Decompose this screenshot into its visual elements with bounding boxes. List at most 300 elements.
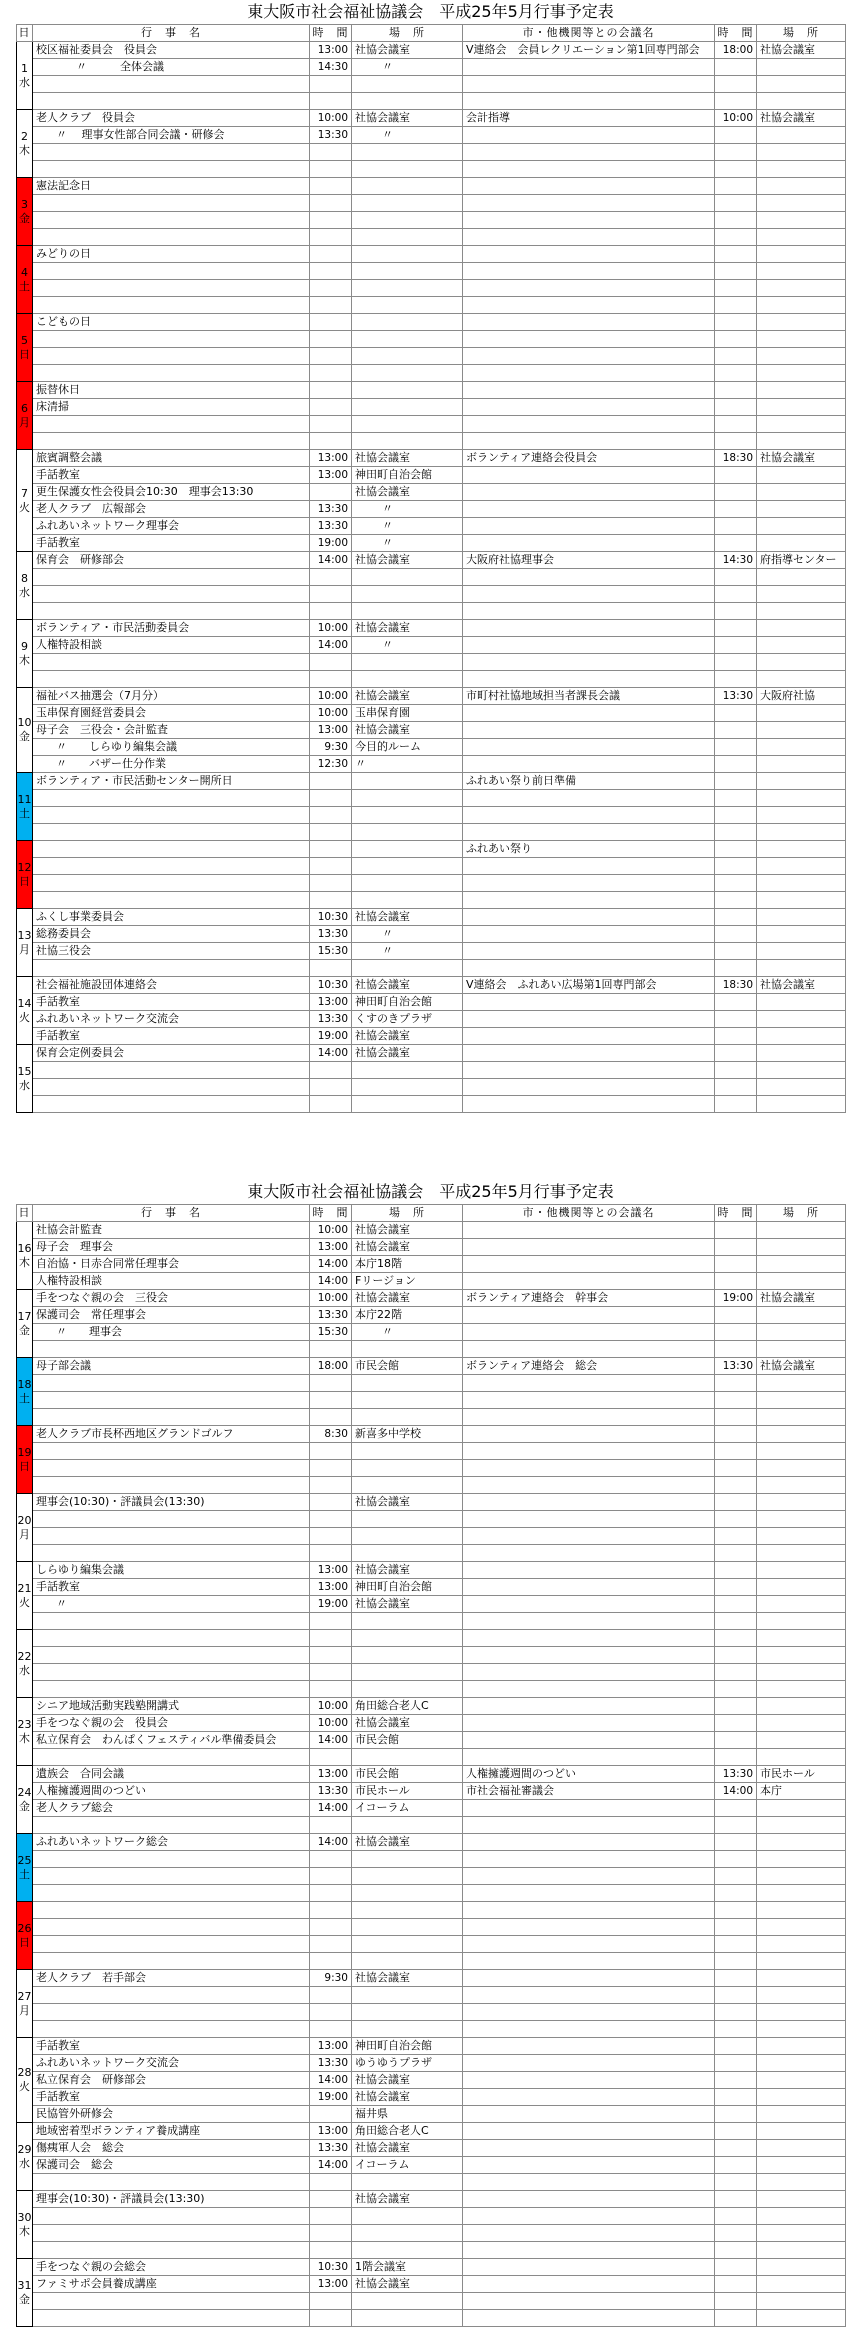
external-meeting: [463, 773, 715, 790]
event-place-text: 社協会議室: [355, 910, 410, 923]
event-place: [352, 433, 463, 450]
external-meeting: [463, 1647, 715, 1664]
day-cell: [17, 2191, 33, 2259]
meeting-time: [715, 1885, 757, 1902]
event-name-text: 更生保護女性会役員会10:30 理事会13:30: [36, 485, 254, 498]
day-of-week: 火: [19, 500, 30, 514]
table-row: [17, 1647, 846, 1664]
table-row: [17, 2208, 846, 2225]
event-time: [310, 552, 352, 569]
meeting-place: [757, 722, 846, 739]
event-place-text: 〃: [382, 1325, 393, 1338]
event-place-text: くすのきプラザ: [355, 1012, 432, 1025]
event-place: [352, 875, 463, 892]
table-row: [17, 1630, 846, 1647]
table-row: [17, 2157, 846, 2174]
event-name: [33, 484, 310, 501]
meeting-time: [715, 1011, 757, 1028]
meeting-place: [757, 2140, 846, 2157]
meeting-place-text: 本庁: [760, 1784, 782, 1797]
event-place-text: 社協会議室: [355, 1240, 410, 1253]
meeting-time: [715, 1375, 757, 1392]
table-row: [17, 2174, 846, 2191]
event-place: [352, 229, 463, 246]
external-meeting: [463, 1511, 715, 1528]
event-time-text: 13:00: [317, 469, 348, 481]
external-meeting: [463, 263, 715, 280]
event-time: [310, 1919, 352, 1936]
external-meeting: [463, 569, 715, 586]
day-of-week: 土: [19, 1391, 30, 1405]
event-time: [310, 331, 352, 348]
event-name: [33, 2123, 310, 2140]
event-time: [310, 1698, 352, 1715]
meeting-place: [757, 2242, 846, 2259]
meeting-place: [757, 1239, 846, 1256]
event-name: [33, 331, 310, 348]
event-place: [352, 1494, 463, 1511]
meeting-time: [715, 1426, 757, 1443]
external-meeting-text: 会計指導: [466, 111, 510, 124]
event-name: [33, 1970, 310, 1987]
external-meeting-text: 大阪府社協理事会: [466, 553, 554, 566]
external-meeting: [463, 535, 715, 552]
event-time: [310, 212, 352, 229]
event-name-text: 福祉バス抽選会（7月分）: [36, 689, 164, 702]
event-name: [33, 739, 310, 756]
event-place: [352, 1460, 463, 1477]
external-meeting: [463, 824, 715, 841]
header-place: 場 所: [352, 1205, 463, 1222]
meeting-place: [757, 1834, 846, 1851]
event-time: [310, 178, 352, 195]
event-time: [310, 399, 352, 416]
event-time: [310, 42, 352, 59]
external-meeting: [463, 620, 715, 637]
meeting-time: [715, 2225, 757, 2242]
meeting-time: [715, 297, 757, 314]
event-time: [310, 654, 352, 671]
event-name: [33, 127, 310, 144]
meeting-place: [757, 1851, 846, 1868]
external-meeting: [463, 1749, 715, 1766]
meeting-time-text: 18:30: [722, 452, 753, 464]
event-place: [352, 416, 463, 433]
event-place: [352, 314, 463, 331]
table-row: [17, 212, 846, 229]
event-time: [310, 535, 352, 552]
event-place-text: 市民ホール: [355, 1784, 410, 1797]
event-time: [310, 1681, 352, 1698]
external-meeting: [463, 1953, 715, 1970]
day-cell: [17, 1698, 33, 1766]
event-place: [352, 909, 463, 926]
external-meeting-text: 市町村社協地域担当者課長会議: [466, 689, 620, 702]
event-place-text: 社協会議室: [355, 451, 410, 464]
event-time-text: 13:30: [317, 928, 348, 940]
meeting-time: [715, 1715, 757, 1732]
meeting-time-text: 14:30: [722, 554, 753, 566]
meeting-place: [757, 1800, 846, 1817]
event-time-text: 9:30: [324, 741, 348, 753]
event-time: [310, 1045, 352, 1062]
day-number: 30: [17, 2210, 32, 2224]
day-cell: [17, 1290, 33, 1358]
external-meeting: [463, 1596, 715, 1613]
event-place: [352, 1596, 463, 1613]
day-number: 15: [17, 1064, 32, 1078]
external-meeting: [463, 1970, 715, 1987]
day-cell: [17, 552, 33, 620]
event-time-text: 12:30: [317, 758, 348, 770]
meeting-place: [757, 2038, 846, 2055]
day-of-week: 水: [19, 2156, 30, 2170]
table-row: [17, 2038, 846, 2055]
event-name: [33, 59, 310, 76]
meeting-place: [757, 841, 846, 858]
event-time: [310, 501, 352, 518]
event-name-text: 振替休日: [36, 383, 80, 396]
event-time: [310, 1596, 352, 1613]
day-cell: [17, 42, 33, 110]
table-row: [17, 1409, 846, 1426]
event-time: [310, 1664, 352, 1681]
table-row: [17, 280, 846, 297]
meeting-place: [757, 331, 846, 348]
external-meeting: [463, 484, 715, 501]
event-time-text: 13:30: [317, 1785, 348, 1797]
meeting-time: [715, 1902, 757, 1919]
event-name: [33, 2225, 310, 2242]
event-place: [352, 1953, 463, 1970]
event-name: [33, 2259, 310, 2276]
table-row: [17, 1868, 846, 1885]
table-row: [17, 977, 846, 994]
event-time: [310, 1443, 352, 1460]
meeting-place: [757, 1970, 846, 1987]
event-time-text: 14:00: [317, 1734, 348, 1746]
event-place: [352, 790, 463, 807]
external-meeting: [463, 2191, 715, 2208]
event-name: [33, 1290, 310, 1307]
meeting-place: [757, 2055, 846, 2072]
external-meeting: [463, 365, 715, 382]
event-time-text: 14:00: [317, 1275, 348, 1287]
external-meeting: [463, 1664, 715, 1681]
meeting-time: [715, 892, 757, 909]
external-meeting: [463, 2123, 715, 2140]
event-place-text: 〃: [355, 757, 366, 770]
event-time: [310, 1358, 352, 1375]
event-name-text: 〃 しらゆり編集会議: [56, 740, 177, 753]
table-row: [17, 790, 846, 807]
event-name: [33, 2174, 310, 2191]
event-place: [352, 1222, 463, 1239]
table-row: [17, 1443, 846, 1460]
meeting-place: [757, 1273, 846, 1290]
day-of-week: 火: [19, 2080, 30, 2093]
table-row: [17, 2242, 846, 2259]
external-meeting: [463, 2242, 715, 2259]
external-meeting: [463, 297, 715, 314]
event-name: [33, 807, 310, 824]
day-number: 3: [21, 197, 28, 211]
day-cell: [17, 382, 33, 450]
event-time: [310, 569, 352, 586]
event-name: [33, 1028, 310, 1045]
external-meeting: [463, 1630, 715, 1647]
meeting-place: [757, 654, 846, 671]
meeting-place: [757, 1817, 846, 1834]
event-name: [33, 1045, 310, 1062]
event-place: [352, 2140, 463, 2157]
event-place: [352, 280, 463, 297]
event-place: [352, 739, 463, 756]
meeting-place: [757, 1715, 846, 1732]
meeting-time: [715, 552, 757, 569]
event-name-text: 手をつなぐ親の会総会: [36, 2260, 146, 2273]
event-place-text: ゆうゆうプラザ: [355, 2056, 432, 2069]
event-name: [33, 212, 310, 229]
meeting-time: [715, 1817, 757, 1834]
event-place-text: 社協会議室: [355, 1563, 410, 1576]
table-row: [17, 1096, 846, 1113]
day-cell: [17, 110, 33, 178]
event-time: [310, 2123, 352, 2140]
event-name: [33, 1902, 310, 1919]
event-time: [310, 2038, 352, 2055]
meeting-time: [715, 535, 757, 552]
event-time: [310, 263, 352, 280]
meeting-time: [715, 1358, 757, 1375]
meeting-place: [757, 263, 846, 280]
meeting-place: [757, 433, 846, 450]
table-row: [17, 1062, 846, 1079]
table-row: [17, 552, 846, 569]
meeting-time: [715, 1028, 757, 1045]
table-row: [17, 1698, 846, 1715]
event-time: [310, 1079, 352, 1096]
event-time: [310, 1409, 352, 1426]
table-row: [17, 909, 846, 926]
day-cell: [17, 2123, 33, 2191]
table-row: [17, 1783, 846, 1800]
external-meeting: [463, 1477, 715, 1494]
meeting-place: [757, 144, 846, 161]
event-time-text: 13:30: [317, 503, 348, 515]
meeting-place: [757, 212, 846, 229]
event-time-text: 14:00: [317, 1258, 348, 1270]
table-row: [17, 586, 846, 603]
event-name: [33, 926, 310, 943]
event-place: [352, 1324, 463, 1341]
meeting-place: [757, 1477, 846, 1494]
external-meeting: [463, 59, 715, 76]
day-number: 12: [17, 860, 32, 874]
event-time: [310, 59, 352, 76]
meeting-time: [715, 722, 757, 739]
meeting-time: [715, 1096, 757, 1113]
meeting-time-text: 13:30: [722, 1768, 753, 1780]
event-name: [33, 1579, 310, 1596]
meeting-place: [757, 297, 846, 314]
event-time: [310, 773, 352, 790]
external-meeting: [463, 1239, 715, 1256]
event-name-text: 憲法記念日: [36, 179, 91, 192]
table-row: [17, 1273, 846, 1290]
meeting-place: [757, 178, 846, 195]
table-row: [17, 416, 846, 433]
meeting-place: [757, 2157, 846, 2174]
event-time: [310, 790, 352, 807]
event-time: [310, 756, 352, 773]
meeting-place: [757, 1409, 846, 1426]
meeting-time: [715, 178, 757, 195]
event-time-text: 10:30: [317, 979, 348, 991]
day-cell: [17, 620, 33, 688]
day-cell: [17, 773, 33, 841]
meeting-time: [715, 1477, 757, 1494]
event-place: [352, 1698, 463, 1715]
event-place: [352, 535, 463, 552]
meeting-place: [757, 2208, 846, 2225]
event-name-text: 手話教室: [36, 536, 80, 549]
table-row: [17, 637, 846, 654]
table-row: [17, 1664, 846, 1681]
meeting-time-text: 13:30: [722, 1360, 753, 1372]
meeting-time: [715, 450, 757, 467]
event-time: [310, 875, 352, 892]
event-name: [33, 433, 310, 450]
meeting-place: [757, 705, 846, 722]
day-cell: [17, 1494, 33, 1562]
meeting-time: [715, 807, 757, 824]
event-time: [310, 2208, 352, 2225]
event-name-text: 傷痍軍人会 総会: [36, 2141, 124, 2154]
meeting-time: [715, 1528, 757, 1545]
external-meeting: [463, 841, 715, 858]
meeting-place: [757, 1783, 846, 1800]
event-place: [352, 1477, 463, 1494]
table-row: [17, 195, 846, 212]
event-name-text: 自治協・日赤合同常任理事会: [36, 1257, 179, 1270]
external-meeting: [463, 246, 715, 263]
meeting-place: [757, 807, 846, 824]
event-name: [33, 756, 310, 773]
meeting-time: [715, 1919, 757, 1936]
table-row: [17, 1800, 846, 1817]
table-row: [17, 739, 846, 756]
event-time: [310, 2174, 352, 2191]
event-time: [310, 841, 352, 858]
meeting-place: [757, 1011, 846, 1028]
external-meeting: [463, 2293, 715, 2310]
event-time-text: 15:30: [317, 945, 348, 957]
meeting-time: [715, 1079, 757, 1096]
day-of-week: 水: [19, 1078, 30, 1092]
external-meeting: [463, 1817, 715, 1834]
table-row: [17, 331, 846, 348]
external-meeting: [463, 110, 715, 127]
event-place: [352, 637, 463, 654]
meeting-time: [715, 2208, 757, 2225]
event-name: [33, 195, 310, 212]
meeting-place: [757, 569, 846, 586]
external-meeting: [463, 2225, 715, 2242]
event-time: [310, 127, 352, 144]
external-meeting: [463, 2106, 715, 2123]
event-place-text: 本庁18階: [355, 1257, 402, 1270]
event-place: [352, 2225, 463, 2242]
event-time: [310, 314, 352, 331]
event-name: [33, 1613, 310, 1630]
meeting-time: [715, 2123, 757, 2140]
event-name: [33, 620, 310, 637]
table-row: [17, 620, 846, 637]
meeting-place: [757, 1664, 846, 1681]
event-name-text: こどもの日: [36, 315, 91, 328]
day-of-week: 金: [19, 730, 30, 743]
event-name: [33, 1460, 310, 1477]
event-name-text: 母子部会議: [36, 1359, 91, 1372]
table-row: [17, 2310, 846, 2327]
event-name-text: 手話教室: [36, 2090, 80, 2103]
event-name: [33, 2021, 310, 2038]
table-row: [17, 603, 846, 620]
header-row: [17, 1205, 846, 1222]
meeting-place: [757, 93, 846, 110]
event-name: [33, 1715, 310, 1732]
day-number: 18: [17, 1377, 32, 1391]
event-name-text: ふれあいネットワーク交流会: [36, 1012, 179, 1025]
event-name: [33, 1079, 310, 1096]
event-time-text: 13:30: [317, 2057, 348, 2069]
meeting-place: [757, 1307, 846, 1324]
meeting-place: [757, 2276, 846, 2293]
external-meeting: [463, 1919, 715, 1936]
header-time2: 時 間: [715, 1205, 757, 1222]
event-place: [352, 2310, 463, 2327]
event-place-text: 社協会議室: [355, 553, 410, 566]
day-of-week: 金: [19, 1799, 30, 1813]
event-place-text: 社協会議室: [355, 1835, 410, 1848]
event-place: [352, 2072, 463, 2089]
event-place-text: イコーラム: [355, 2158, 410, 2171]
event-name: [33, 2004, 310, 2021]
event-place: [352, 671, 463, 688]
event-time-text: 13:30: [317, 2142, 348, 2154]
event-time: [310, 1392, 352, 1409]
meeting-time-text: 14:00: [722, 1785, 753, 1797]
meeting-time: [715, 943, 757, 960]
event-time-text: 13:30: [317, 1309, 348, 1321]
event-time: [310, 2225, 352, 2242]
day-number: 23: [17, 1717, 32, 1731]
meeting-place: [757, 1045, 846, 1062]
event-time: [310, 1647, 352, 1664]
meeting-time: [715, 2259, 757, 2276]
event-name: [33, 790, 310, 807]
table-row: [17, 161, 846, 178]
header-row: [17, 25, 846, 42]
event-place: [352, 1834, 463, 1851]
meeting-time: [715, 586, 757, 603]
event-place: [352, 1715, 463, 1732]
event-time: [310, 1749, 352, 1766]
meeting-place: [757, 671, 846, 688]
day-number: 29: [17, 2142, 32, 2156]
event-place: [352, 2208, 463, 2225]
